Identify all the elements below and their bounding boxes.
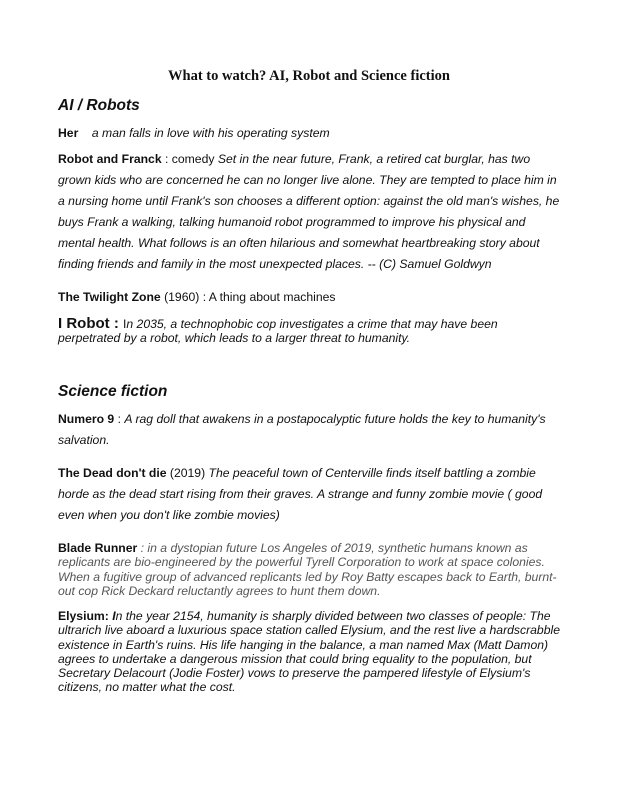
section-heading-ai-robots: AI / Robots [58, 97, 140, 114]
entry-title: Blade Runner [58, 541, 138, 555]
entry-title: Elysium: [58, 609, 113, 623]
entry-description: in a dystopian future Los Angeles of 2019, synthetic humans known as replicants are bio-engineered by the powerful Tyrell Corporation to work at space colonies. When a fugitive group of advanced replicants led by Roy Batty escapes back to Earth, burnt-out cop Rick Deckard reluctantly agrees to hunt them down. [58, 541, 557, 598]
entry-title: Her [58, 126, 79, 140]
entry-her [58, 123, 558, 144]
entry-numero-9 [58, 409, 558, 451]
entry-description: n 2035, a technophobic cop investigates a crime that may have been perpetrated by a robot, which leads to a larger threat to humanity. [58, 317, 498, 346]
entry-separator [78, 126, 92, 140]
entry-description: The peaceful town of Centerville finds itself battling a zombie horde as the dead start rising from their graves. A strange and funny zombie movie ( good even when you don't like zombie movies) [58, 466, 543, 522]
section-heading-science-fiction: Science fiction [58, 383, 168, 400]
document-title: What to watch? AI, Robot and Science fiction [168, 68, 450, 84]
entry-description: a man falls in love with his operating system [91, 126, 330, 140]
entry-blade-runner [58, 541, 558, 598]
entry-separator: : [137, 541, 148, 555]
entry-title: The Twilight Zone [58, 290, 161, 304]
entry-dead-dont-die [58, 463, 558, 526]
entry-separator: (2019) [166, 466, 209, 480]
entry-description: Set in the near future, Frank, a retired cat burglar, has two grown kids who are concerned he can no longer live alone. They are tempted to place him in a nursing home until Frank's son chooses a different option: against the old man's wishes, he buys Frank a walking, talking humanoid robot programmed to improve his physical and mental health. What follows is an often hilarious and somewhat heartbreaking story about finding friends and family in the most unexpected places. -- (C) Samuel Goldwyn [58, 152, 560, 271]
entry-description-initial: I [112, 609, 116, 623]
entry-title: I Robot : [58, 315, 123, 332]
entry-i-robot [58, 317, 563, 346]
entry-title: Robot and Franck [58, 152, 162, 166]
entry-description: n the year 2154, humanity is sharply divided between two classes of people: The ultrarich live aboard a luxurious space station called Elysium, and the rest live a hardscrabble existence in Earth's ruins. His life hanging in the balance, a man named Max (Matt Damon) agrees to undertake a dangerous mission that could bring equality to the population, but Secretary Delacourt (Jodie Foster) vows to preserve the pampered lifestyle of Elysium's citizens, no matter what the cost. [58, 609, 560, 695]
entry-separator: : [114, 412, 125, 426]
entry-separator: (1960) : A thing about machines [160, 290, 336, 304]
entry-robot-and-franck [58, 149, 563, 275]
entry-description-initial: I [122, 317, 127, 331]
entry-title: The Dead don't die [58, 466, 167, 480]
entry-separator: : comedy [161, 152, 218, 166]
entry-elysium [58, 609, 563, 695]
entry-title: Numero 9 [58, 412, 115, 426]
entry-twilight-zone [58, 287, 558, 308]
entry-description: A rag doll that awakens in a postapocalyptic future holds the key to humanity's salvation. [58, 412, 546, 447]
